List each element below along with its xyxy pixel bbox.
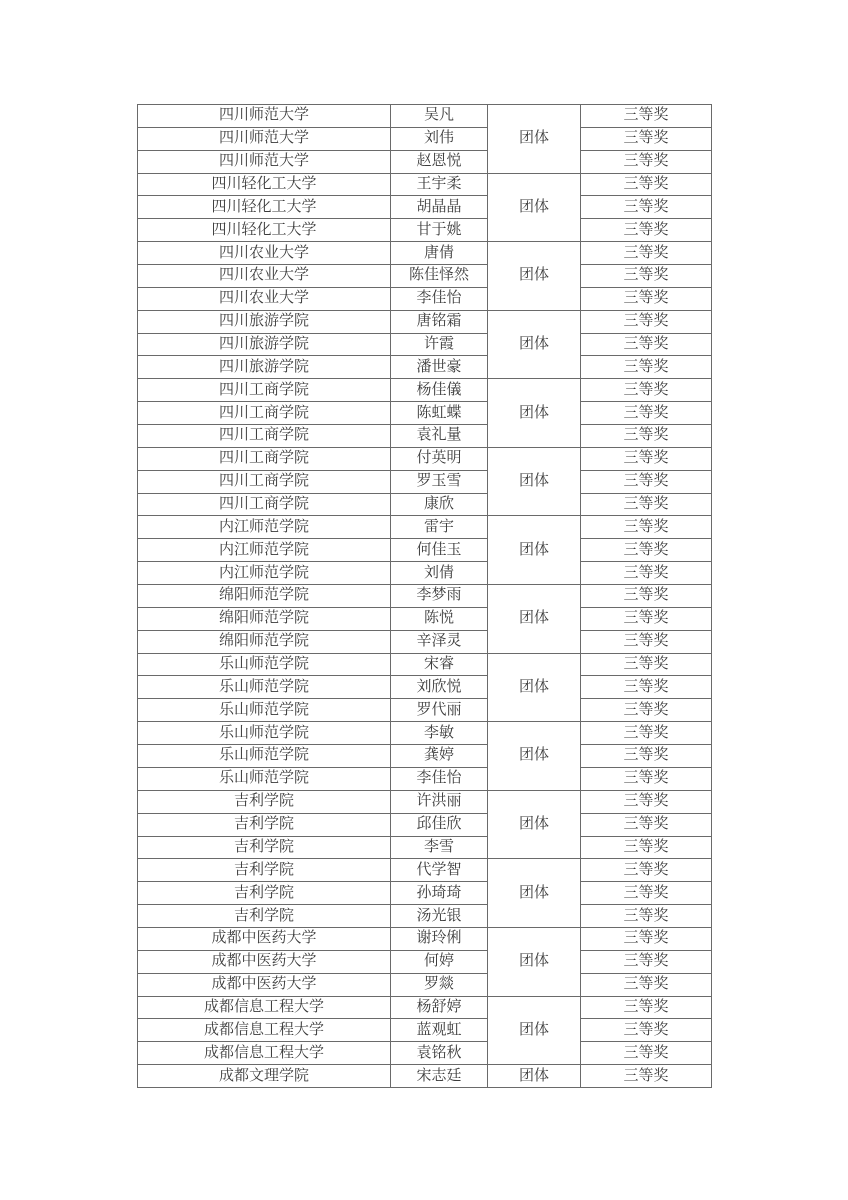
table-row [138,722,712,745]
category-cell: 团体 [488,996,581,1065]
table-row [138,859,712,882]
school-cell: 乐山师范学院 [138,653,391,676]
name-cell: 付英明 [391,447,488,470]
table-row [138,425,712,448]
name-cell: 唐铭霜 [391,310,488,333]
award-cell: 三等奖 [581,287,712,310]
school-cell: 内江师范学院 [138,539,391,562]
category-cell: 团体 [488,653,581,722]
school-cell: 吉利学院 [138,882,391,905]
table-row [138,173,712,196]
table-row [138,219,712,242]
school-cell: 四川工商学院 [138,447,391,470]
award-cell: 三等奖 [581,150,712,173]
table-row [138,356,712,379]
name-cell: 宋志廷 [391,1065,488,1088]
award-cell: 三等奖 [581,379,712,402]
table-row [138,973,712,996]
school-cell: 成都信息工程大学 [138,1042,391,1065]
table-row [138,950,712,973]
award-cell: 三等奖 [581,950,712,973]
name-cell: 胡晶晶 [391,196,488,219]
table-row [138,105,712,128]
name-cell: 杨佳儀 [391,379,488,402]
name-cell: 雷宇 [391,516,488,539]
table-row [138,516,712,539]
table-row [138,1065,712,1088]
table-row [138,767,712,790]
award-cell: 三等奖 [581,516,712,539]
name-cell: 邱佳欣 [391,813,488,836]
school-cell: 四川师范大学 [138,105,391,128]
table-row [138,699,712,722]
table-row [138,813,712,836]
name-cell: 龚婷 [391,745,488,768]
name-cell: 李佳怡 [391,287,488,310]
table-row [138,493,712,516]
award-cell: 三等奖 [581,1042,712,1065]
category-cell: 团体 [488,927,581,996]
award-cell: 三等奖 [581,630,712,653]
category-cell: 团体 [488,310,581,379]
table-row [138,402,712,425]
name-cell: 汤光银 [391,905,488,928]
school-cell: 成都信息工程大学 [138,1019,391,1042]
award-cell: 三等奖 [581,310,712,333]
name-cell: 许洪丽 [391,790,488,813]
school-cell: 内江师范学院 [138,562,391,585]
school-cell: 四川旅游学院 [138,310,391,333]
school-cell: 四川轻化工大学 [138,219,391,242]
name-cell: 赵恩悦 [391,150,488,173]
category-cell: 团体 [488,1065,581,1088]
school-cell: 吉利学院 [138,790,391,813]
table-row [138,562,712,585]
school-cell: 四川工商学院 [138,470,391,493]
name-cell: 刘倩 [391,562,488,585]
award-cell: 三等奖 [581,836,712,859]
name-cell: 康欣 [391,493,488,516]
awards-table [137,104,712,1088]
award-cell: 三等奖 [581,539,712,562]
table-row [138,927,712,950]
award-cell: 三等奖 [581,173,712,196]
school-cell: 四川农业大学 [138,265,391,288]
award-cell: 三等奖 [581,425,712,448]
category-cell: 团体 [488,173,581,242]
name-cell: 谢玲俐 [391,927,488,950]
school-cell: 乐山师范学院 [138,699,391,722]
table-row [138,287,712,310]
award-cell: 三等奖 [581,493,712,516]
name-cell: 何佳玉 [391,539,488,562]
award-cell: 三等奖 [581,127,712,150]
school-cell: 成都中医药大学 [138,927,391,950]
table-row [138,905,712,928]
name-cell: 何婷 [391,950,488,973]
table-row [138,996,712,1019]
school-cell: 四川农业大学 [138,242,391,265]
school-cell: 乐山师范学院 [138,745,391,768]
category-cell: 团体 [488,105,581,174]
school-cell: 吉利学院 [138,859,391,882]
school-cell: 内江师范学院 [138,516,391,539]
name-cell: 陈虹蝶 [391,402,488,425]
name-cell: 辛泽灵 [391,630,488,653]
name-cell: 孙琦琦 [391,882,488,905]
award-cell: 三等奖 [581,790,712,813]
award-cell: 三等奖 [581,265,712,288]
table-row [138,745,712,768]
name-cell: 许霞 [391,333,488,356]
school-cell: 乐山师范学院 [138,722,391,745]
category-cell: 团体 [488,722,581,791]
table-row [138,1019,712,1042]
award-cell: 三等奖 [581,562,712,585]
table-row [138,539,712,562]
name-cell: 罗代丽 [391,699,488,722]
table-row [138,196,712,219]
award-cell: 三等奖 [581,927,712,950]
table-row [138,310,712,333]
name-cell: 袁铭秋 [391,1042,488,1065]
table-row [138,585,712,608]
name-cell: 李梦雨 [391,585,488,608]
table-row [138,607,712,630]
name-cell: 王宇柔 [391,173,488,196]
name-cell: 唐倩 [391,242,488,265]
name-cell: 蓝观虹 [391,1019,488,1042]
award-cell: 三等奖 [581,333,712,356]
school-cell: 吉利学院 [138,905,391,928]
table-row [138,379,712,402]
award-cell: 三等奖 [581,607,712,630]
name-cell: 宋睿 [391,653,488,676]
name-cell: 代学智 [391,859,488,882]
table-row [138,630,712,653]
school-cell: 成都文理学院 [138,1065,391,1088]
award-cell: 三等奖 [581,1065,712,1088]
school-cell: 四川轻化工大学 [138,173,391,196]
school-cell: 四川轻化工大学 [138,196,391,219]
table-row [138,242,712,265]
name-cell: 刘欣悦 [391,676,488,699]
school-cell: 吉利学院 [138,813,391,836]
name-cell: 潘世豪 [391,356,488,379]
school-cell: 四川工商学院 [138,493,391,516]
category-cell: 团体 [488,242,581,311]
school-cell: 成都信息工程大学 [138,996,391,1019]
category-cell: 团体 [488,585,581,654]
table-row [138,676,712,699]
category-cell: 团体 [488,447,581,516]
category-cell: 团体 [488,516,581,585]
school-cell: 四川旅游学院 [138,333,391,356]
award-cell: 三等奖 [581,745,712,768]
school-cell: 四川旅游学院 [138,356,391,379]
award-cell: 三等奖 [581,676,712,699]
award-cell: 三等奖 [581,882,712,905]
name-cell: 吴凡 [391,105,488,128]
award-cell: 三等奖 [581,859,712,882]
award-cell: 三等奖 [581,356,712,379]
name-cell: 甘于姚 [391,219,488,242]
school-cell: 四川师范大学 [138,150,391,173]
category-cell: 团体 [488,790,581,859]
table-row [138,333,712,356]
award-cell: 三等奖 [581,996,712,1019]
table-row [138,127,712,150]
award-cell: 三等奖 [581,105,712,128]
award-cell: 三等奖 [581,722,712,745]
awards-table-body [138,105,712,1088]
school-cell: 成都中医药大学 [138,950,391,973]
award-cell: 三等奖 [581,585,712,608]
name-cell: 李佳怡 [391,767,488,790]
name-cell: 陈佳怿然 [391,265,488,288]
award-cell: 三等奖 [581,653,712,676]
school-cell: 吉利学院 [138,836,391,859]
school-cell: 绵阳师范学院 [138,607,391,630]
award-cell: 三等奖 [581,813,712,836]
category-cell: 团体 [488,379,581,448]
school-cell: 四川农业大学 [138,287,391,310]
table-row [138,790,712,813]
school-cell: 成都中医药大学 [138,973,391,996]
table-row [138,470,712,493]
name-cell: 李敏 [391,722,488,745]
award-cell: 三等奖 [581,1019,712,1042]
table-row [138,836,712,859]
award-cell: 三等奖 [581,699,712,722]
table-row [138,1042,712,1065]
name-cell: 陈悦 [391,607,488,630]
school-cell: 绵阳师范学院 [138,630,391,653]
award-cell: 三等奖 [581,470,712,493]
table-row [138,653,712,676]
award-cell: 三等奖 [581,905,712,928]
school-cell: 乐山师范学院 [138,676,391,699]
award-cell: 三等奖 [581,402,712,425]
school-cell: 四川师范大学 [138,127,391,150]
award-cell: 三等奖 [581,196,712,219]
table-row [138,882,712,905]
school-cell: 四川工商学院 [138,379,391,402]
award-cell: 三等奖 [581,767,712,790]
school-cell: 乐山师范学院 [138,767,391,790]
name-cell: 罗玉雪 [391,470,488,493]
award-cell: 三等奖 [581,219,712,242]
name-cell: 杨舒婷 [391,996,488,1019]
category-cell: 团体 [488,859,581,928]
award-cell: 三等奖 [581,242,712,265]
school-cell: 四川工商学院 [138,402,391,425]
school-cell: 四川工商学院 [138,425,391,448]
table-row [138,150,712,173]
table-row [138,265,712,288]
award-cell: 三等奖 [581,973,712,996]
name-cell: 刘伟 [391,127,488,150]
school-cell: 绵阳师范学院 [138,585,391,608]
name-cell: 罗燚 [391,973,488,996]
name-cell: 李雪 [391,836,488,859]
award-cell: 三等奖 [581,447,712,470]
name-cell: 袁礼量 [391,425,488,448]
table-row [138,447,712,470]
